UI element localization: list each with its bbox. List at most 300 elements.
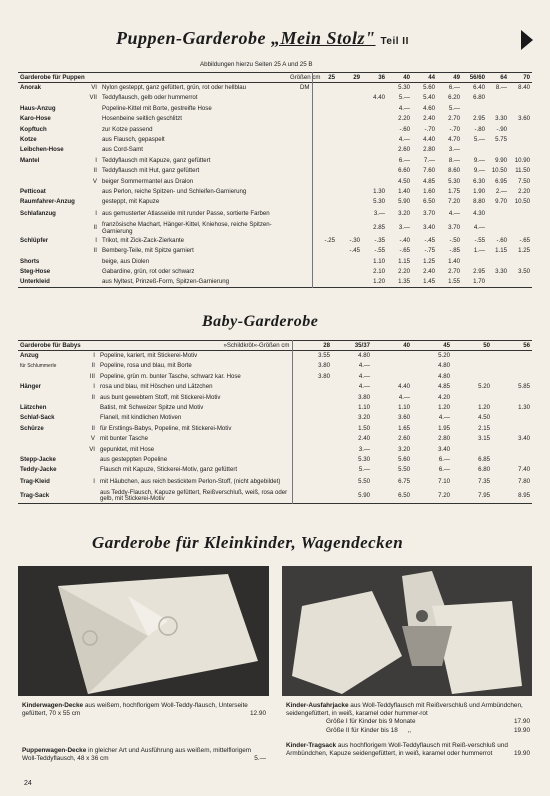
doll-table-row <box>18 135 532 145</box>
baby-price-cell: 3.— <box>358 445 370 453</box>
doll-table-row <box>18 176 532 186</box>
doll-price-cell <box>509 222 532 236</box>
doll-price-cell <box>337 124 362 134</box>
doll-size-column-header: 36 <box>378 73 385 81</box>
doll-price-cell: -.65 <box>399 247 410 255</box>
doll-table-row <box>18 104 532 114</box>
ausfahrjacke-text: aus Woll-Teddyflausch mit Reißverschluß und Armbündchen, seidengefüttert, in weiß, karamel oder hummer-rot <box>286 702 523 718</box>
doll-item-description: französische Machart, Hänger-Kittel, Kniehose, reiche Spitzen-Garnierung <box>102 221 272 235</box>
doll-item-variant: I <box>95 236 97 244</box>
doll-item-name: Leibchen-Hose <box>20 146 64 154</box>
baby-item-name: Stepp-Jacke <box>20 455 56 463</box>
baby-price-cell <box>452 392 492 402</box>
doll-price-cell: 5.— <box>448 104 460 112</box>
doll-price-cell <box>312 83 337 93</box>
doll-price-cell: 2.20 <box>398 267 410 275</box>
doll-price-cell: 5.90 <box>398 198 410 206</box>
doll-price-cell <box>362 124 387 134</box>
doll-price-cell <box>487 277 509 287</box>
baby-item-variant <box>84 465 98 475</box>
doll-price-cell: -.85 <box>449 247 460 255</box>
doll-table-heading: Garderobe für Puppen <box>20 73 85 81</box>
doll-price-cell: 1.25 <box>423 257 435 265</box>
doll-price-cell <box>509 93 532 103</box>
baby-price-cell: 4.— <box>438 414 450 422</box>
baby-section-title: Baby-Garderobe <box>202 313 319 330</box>
baby-item-variant: I <box>93 383 95 391</box>
doll-table-row <box>18 114 532 124</box>
doll-currency-label <box>288 135 312 145</box>
baby-price-cell <box>492 424 532 434</box>
kinderwagen-decke-name: Kinderwagen-Decke <box>22 702 84 709</box>
doll-price-cell: 4.— <box>398 104 410 112</box>
blanket-photo <box>18 566 269 696</box>
blanket-caption <box>22 702 266 718</box>
baby-item-name: Teddy-Jacke <box>20 466 57 474</box>
baby-price-cell: 2.40 <box>358 435 370 443</box>
doll-item-variant: I <box>95 210 97 218</box>
doll-price-cell: 7.50 <box>518 177 530 185</box>
doll-price-cell: 6.80 <box>473 94 485 102</box>
doll-currency-label <box>288 246 312 256</box>
baby-item-description: Flausch mit Kapuze, Stickerei-Motiv, ganz gefüttert <box>100 466 238 474</box>
doll-item-description: beige, aus Diolen <box>102 257 150 265</box>
baby-price-cell <box>492 351 532 361</box>
doll-price-cell <box>337 166 362 176</box>
baby-price-cell: 6.50 <box>398 492 410 500</box>
doll-currency-label <box>288 197 312 207</box>
doll-price-cell <box>312 156 337 166</box>
baby-price-cell <box>452 351 492 361</box>
doll-price-cell <box>487 104 509 114</box>
doll-item-name: Kopftuch <box>20 125 47 133</box>
doll-item-name: Schlüpfer <box>20 236 49 244</box>
doll-table-row <box>18 222 532 236</box>
baby-item-name: für Schlummerle <box>20 362 57 369</box>
doll-price-cell: 2.20 <box>398 115 410 123</box>
doll-price-cell: 5.— <box>473 135 485 143</box>
doll-price-cell: 10.90 <box>514 156 530 164</box>
baby-item-description: Popeline, rosa und blau, mit Borte <box>100 362 192 370</box>
baby-table-row <box>18 455 532 465</box>
doll-item-variant <box>82 256 100 266</box>
doll-price-cell: 6.— <box>448 84 460 92</box>
doll-item-name: Raumfahrer-Anzug <box>20 198 75 206</box>
baby-price-cell: 7.95 <box>478 492 490 500</box>
doll-blanket-caption <box>22 747 266 763</box>
doll-item-name <box>18 166 82 176</box>
baby-price-cell: 1.30 <box>518 403 530 411</box>
blanket-photo-illustration <box>18 566 269 696</box>
baby-price-cell: 2.60 <box>398 435 410 443</box>
doll-price-cell <box>462 256 487 266</box>
baby-price-cell: 4.80 <box>358 352 370 360</box>
baby-item-variant <box>84 455 98 465</box>
doll-table-row <box>18 277 532 287</box>
baby-price-cell: 3.60 <box>398 414 410 422</box>
baby-price-cell: 5.20 <box>438 352 450 360</box>
doll-size-column-header: 29 <box>353 73 360 81</box>
doll-currency-label <box>288 236 312 246</box>
doll-price-cell: 4.— <box>448 210 460 218</box>
jacket-caption <box>286 702 530 735</box>
title-main: Puppen-Garderobe <box>116 28 266 48</box>
baby-price-cell: 7.80 <box>518 478 530 486</box>
doll-price-cell: 4.70 <box>448 135 460 143</box>
baby-item-description: Flanell, mit kindlichen Motiven <box>100 414 182 422</box>
doll-price-cell: 1.55 <box>448 278 460 286</box>
baby-item-variant: II <box>91 393 95 401</box>
doll-item-variant: II <box>93 247 97 255</box>
baby-table-row <box>18 392 532 402</box>
doll-price-cell <box>362 176 387 186</box>
doll-price-cell: 8.60 <box>448 167 460 175</box>
baby-item-variant: I <box>93 478 95 486</box>
doll-item-name <box>18 246 82 256</box>
doll-price-cell: 1.40 <box>398 187 410 195</box>
doll-price-cell: 5.30 <box>398 84 410 92</box>
doll-currency-label <box>288 93 312 103</box>
baby-price-cell: 1.20 <box>438 403 450 411</box>
baby-price-cell <box>292 455 332 465</box>
doll-table-row <box>18 256 532 266</box>
doll-price-cell <box>337 114 362 124</box>
doll-price-cell <box>312 246 337 256</box>
doll-price-cell: -.45 <box>424 236 435 244</box>
doll-item-description: Teddyflausch mit Kapuze, ganz gefüttert <box>102 156 211 164</box>
doll-price-cell: -.60 <box>496 236 507 244</box>
doll-price-cell: -.25 <box>312 236 337 246</box>
doll-price-cell: -.75 <box>424 247 435 255</box>
baby-table-row <box>18 403 532 413</box>
doll-item-name: Anorak <box>20 84 41 92</box>
doll-price-cell: 1.45 <box>423 278 435 286</box>
doll-table-row <box>18 267 532 277</box>
doll-price-cell: 6.30 <box>473 177 485 185</box>
doll-item-variant <box>82 197 100 207</box>
baby-item-description: für Erstlings-Babys, Popeline, mit Stickerei-Motiv <box>100 424 232 432</box>
baby-price-cell <box>372 351 412 361</box>
doll-item-variant <box>82 187 100 197</box>
page-number: 24 <box>24 780 32 787</box>
doll-price-cell: 1.70 <box>473 278 485 286</box>
doll-item-name: Petticoat <box>20 187 46 195</box>
doll-price-cell <box>312 267 337 277</box>
doll-price-cell: 2.70 <box>448 267 460 275</box>
doll-item-name <box>18 93 82 103</box>
baby-item-name: Lätzchen <box>20 403 47 411</box>
baby-price-cell: 3.80 <box>292 361 332 371</box>
doll-table-row <box>18 236 532 246</box>
doll-price-cell: 3.30 <box>495 115 507 123</box>
doll-price-cell: 2.10 <box>373 267 385 275</box>
doll-price-cell <box>362 104 387 114</box>
baby-item-description: aus bunt gewebtem Stoff, mit Stickerei-Motiv <box>100 393 221 401</box>
doll-currency-label <box>288 222 312 236</box>
doll-item-name: Schlafanzug <box>20 210 56 218</box>
doll-price-cell <box>509 145 532 155</box>
doll-item-variant: VI <box>91 84 97 92</box>
doll-item-description: Teddyflausch mit Hut, ganz gefüttert <box>102 167 200 175</box>
baby-item-description: Popeline, kariert, mit Stickerei-Motiv <box>100 352 198 360</box>
doll-price-cell <box>312 222 337 236</box>
baby-price-cell <box>492 361 532 371</box>
doll-price-cell: 3.50 <box>518 267 530 275</box>
doll-price-cell: 2.85 <box>373 224 385 232</box>
doll-currency-label <box>288 277 312 287</box>
tragsack-name: Kinder-Tragsack <box>286 742 337 749</box>
doll-price-cell: 4.— <box>473 224 485 232</box>
baby-price-cell: 5.20 <box>478 383 490 391</box>
doll-currency-label <box>288 267 312 277</box>
doll-price-cell: 3.60 <box>518 115 530 123</box>
baby-price-cell <box>372 372 412 382</box>
doll-item-variant <box>82 124 100 134</box>
doll-price-cell: 1.40 <box>448 257 460 265</box>
baby-price-cell <box>292 382 332 392</box>
baby-price-cell <box>492 392 532 402</box>
jacket-photo-illustration <box>282 566 532 696</box>
baby-item-variant: I <box>93 352 95 360</box>
baby-price-cell: 4.40 <box>398 383 410 391</box>
doll-price-cell <box>487 93 509 103</box>
baby-item-description: aus Teddy-Flausch, Kapuze gefüttert, Reißverschluß, weiß, rosa oder gelb, mit Stickerei-Motiv <box>100 488 288 503</box>
doll-price-cell <box>362 166 387 176</box>
doll-item-description: zur Kotze passend <box>102 125 153 133</box>
doll-item-variant <box>82 135 100 145</box>
doll-price-cell <box>487 145 509 155</box>
doll-size-column-header: 25 <box>312 73 337 83</box>
kinderwagen-decke-price: 12.90 <box>250 710 266 718</box>
doll-price-cell: -.80 <box>474 125 485 133</box>
baby-price-cell: 6.85 <box>478 455 490 463</box>
doll-price-cell <box>337 256 362 266</box>
doll-price-cell: 9.90 <box>495 156 507 164</box>
doll-price-cell <box>487 208 509 222</box>
doll-item-description: Gabardine, grün, rot oder schwarz <box>102 267 195 275</box>
doll-price-cell: 2.70 <box>448 115 460 123</box>
doll-price-cell: 2.60 <box>398 146 410 154</box>
doll-price-cell: -.60 <box>399 125 410 133</box>
doll-price-cell <box>337 222 362 236</box>
doll-size-column-header: 70 <box>523 73 530 81</box>
doll-item-name: Shorts <box>20 257 40 265</box>
jacket-photo <box>282 566 532 696</box>
doll-price-cell <box>337 208 362 222</box>
doll-price-cell: 4.— <box>398 135 410 143</box>
doll-price-cell <box>362 135 387 145</box>
baby-price-cell: 1.10 <box>358 403 370 411</box>
baby-price-cell: 1.50 <box>358 424 370 432</box>
baby-price-cell <box>292 413 332 423</box>
title-brand: „Mein Stolz" <box>271 28 376 48</box>
tragsack-caption <box>286 742 530 758</box>
doll-price-cell: 9.— <box>473 156 485 164</box>
doll-price-cell: 3.— <box>373 210 385 218</box>
doll-currency-label: DM <box>300 84 310 92</box>
doll-currency-label <box>288 145 312 155</box>
baby-table-row <box>18 434 532 444</box>
doll-item-name <box>18 176 82 186</box>
doll-currency-label <box>288 187 312 197</box>
doll-item-description: aus Cord-Samt <box>102 146 143 154</box>
baby-price-cell <box>292 490 332 504</box>
doll-item-description: aus gemusterter Atlasseide mit runder Passe, sortierte Farben <box>102 210 270 218</box>
baby-item-description: rosa und blau, mit Höschen und Lätzchen <box>100 383 213 391</box>
baby-price-cell: 3.20 <box>358 414 370 422</box>
doll-price-cell: 7.— <box>423 156 435 164</box>
doll-price-cell: 11.50 <box>515 167 530 175</box>
doll-price-cell: 10.50 <box>514 198 530 206</box>
baby-table-row <box>18 444 532 454</box>
doll-clothing-table <box>18 72 532 288</box>
doll-price-cell: 4.40 <box>423 135 435 143</box>
baby-price-cell: 6.80 <box>478 466 490 474</box>
doll-price-cell: 2.40 <box>423 115 435 123</box>
baby-price-cell: 3.15 <box>478 435 490 443</box>
doll-table-row <box>18 93 532 103</box>
baby-item-description: aus gesteppten Popeline <box>100 455 168 463</box>
doll-price-cell: 7.20 <box>448 198 460 206</box>
doll-price-cell: 8.— <box>448 156 460 164</box>
doll-price-cell <box>487 222 509 236</box>
doll-item-name: Karo-Hose <box>20 115 51 123</box>
baby-price-cell <box>292 434 332 444</box>
doll-currency-label <box>288 114 312 124</box>
baby-item-variant: II <box>91 362 95 370</box>
doll-price-cell: 2.95 <box>473 115 485 123</box>
doll-table-row <box>18 197 532 207</box>
baby-price-cell <box>372 361 412 371</box>
doll-item-description: aus Flausch, gepaspelt <box>102 135 165 143</box>
doll-price-cell: -.70 <box>424 125 435 133</box>
baby-table-row <box>18 361 532 371</box>
baby-table-row <box>18 465 532 475</box>
baby-table-row <box>18 476 532 490</box>
doll-table-row <box>18 166 532 176</box>
baby-price-cell <box>492 444 532 454</box>
doll-currency-label <box>288 176 312 186</box>
doll-price-cell <box>337 277 362 287</box>
baby-item-description: mit bunter Tasche <box>100 435 148 443</box>
doll-price-cell: 7.60 <box>423 167 435 175</box>
kids-section-title: Garderobe für Kleinkinder, Wagendecken <box>92 533 404 552</box>
baby-item-description: Popeline, grün m. bunter Tasche, schwarz kar. Hose <box>100 372 241 380</box>
baby-item-description: gepunktet, mit Hose <box>100 445 155 453</box>
doll-price-cell: 6.20 <box>448 94 460 102</box>
doll-price-cell <box>312 104 337 114</box>
doll-price-cell <box>509 256 532 266</box>
baby-size-column-header: 56 <box>523 341 530 349</box>
baby-item-description: Batist, mit Schweizer Spitze und Motiv <box>100 403 204 411</box>
baby-item-name: Trag-Sack <box>20 492 50 500</box>
doll-price-cell <box>337 187 362 197</box>
doll-price-cell: 8.80 <box>473 198 485 206</box>
doll-price-cell <box>362 83 387 93</box>
doll-price-cell: 4.85 <box>423 177 435 185</box>
baby-size-column-header: 45 <box>443 341 450 349</box>
baby-price-cell: 8.95 <box>518 492 530 500</box>
doll-item-description: Nylon gesteppt, ganz gefüttert, grün, rot oder hellblau <box>102 84 246 92</box>
baby-item-variant <box>84 413 98 423</box>
baby-table-header <box>18 341 532 351</box>
baby-item-name <box>18 444 84 454</box>
baby-price-cell: 1.95 <box>438 424 450 432</box>
baby-price-cell <box>492 455 532 465</box>
ausfahrjacke-price-2: 19.90 <box>514 726 530 734</box>
doll-price-cell: 6.— <box>398 156 410 164</box>
baby-item-variant <box>84 490 98 504</box>
doll-item-description: Hosenbeine seitlich geschlitzt <box>102 115 182 123</box>
doll-price-cell <box>337 83 362 93</box>
doll-price-cell: -.40 <box>399 236 410 244</box>
baby-price-cell: 5.50 <box>398 466 410 474</box>
doll-price-cell: 9.70 <box>495 198 507 206</box>
baby-size-column-header: 35/37 <box>354 341 370 349</box>
baby-table-row <box>18 372 532 382</box>
baby-price-cell <box>292 392 332 402</box>
doll-size-column-header: 64 <box>500 73 507 81</box>
doll-price-cell: 2.20 <box>518 187 530 195</box>
doll-table-row <box>18 208 532 222</box>
baby-price-cell: 3.20 <box>398 445 410 453</box>
doll-item-name: Haus-Anzug <box>20 104 56 112</box>
doll-price-cell <box>509 208 532 222</box>
baby-item-variant: V <box>90 435 95 443</box>
baby-size-column-header: 40 <box>403 341 410 349</box>
kinderwagen-decke-text: aus weißem, hochflorigem Woll-Teddy-flausch, Unterseite gefüttert, 70 x 55 cm <box>22 702 248 718</box>
baby-price-cell: 5.— <box>358 466 370 474</box>
baby-item-variant: VI <box>89 445 95 453</box>
doll-price-cell: 1.35 <box>398 278 410 286</box>
baby-item-name: Schürze <box>20 424 44 432</box>
baby-item-variant <box>84 403 98 413</box>
baby-item-description: mit Häubchen, aus reich besticktem Perlon-Stoff, (nicht abgebildet) <box>100 478 281 486</box>
doll-price-cell: 9.— <box>473 167 485 175</box>
ausfahrjacke-size-1: Größe I für Kinder bis 9 Monate <box>326 718 416 726</box>
doll-size-label: Größen cm <box>290 73 321 81</box>
doll-price-cell: 1.25 <box>518 247 530 255</box>
doll-price-cell: 2.80 <box>423 146 435 154</box>
baby-price-cell: 4.— <box>358 372 370 380</box>
doll-item-variant: II <box>93 167 97 175</box>
doll-table-row <box>18 156 532 166</box>
doll-price-cell: 3.20 <box>398 210 410 218</box>
baby-price-cell <box>452 372 492 382</box>
doll-price-cell <box>312 135 337 145</box>
doll-price-cell <box>312 176 337 186</box>
baby-price-cell <box>492 413 532 423</box>
doll-table-row <box>18 83 532 93</box>
baby-price-cell <box>292 476 332 490</box>
doll-price-cell <box>312 256 337 266</box>
doll-price-cell <box>509 135 532 145</box>
doll-price-cell: 2.40 <box>423 267 435 275</box>
doll-table-header <box>18 73 532 83</box>
baby-price-cell: 5.50 <box>358 478 370 486</box>
doll-price-cell <box>312 114 337 124</box>
doll-price-cell <box>462 104 487 114</box>
doll-price-cell: 10.50 <box>491 167 507 175</box>
baby-item-name: Trag-Kleid <box>20 478 50 486</box>
baby-price-cell: 6.— <box>438 466 450 474</box>
doll-price-cell: -.70 <box>449 125 460 133</box>
doll-price-cell <box>312 124 337 134</box>
doll-item-variant <box>82 267 100 277</box>
doll-price-cell <box>337 156 362 166</box>
doll-price-cell <box>509 124 532 134</box>
doll-price-cell: -.90 <box>496 125 507 133</box>
